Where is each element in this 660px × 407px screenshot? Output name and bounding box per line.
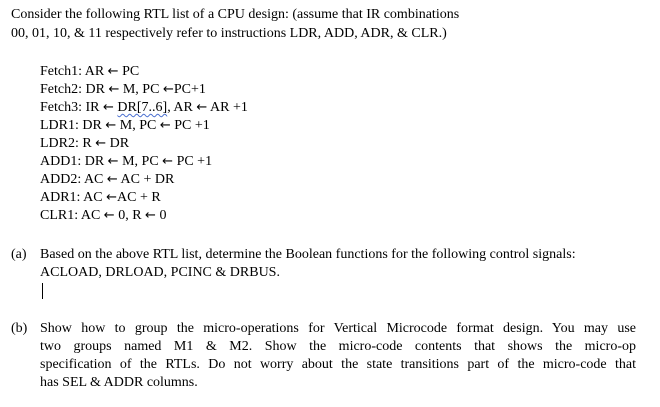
rtl-fetch1: Fetch1: AR ← PC (40, 64, 140, 79)
spellcheck-underline: DR[7..6] (117, 100, 168, 115)
left-arrow-icon: ← (145, 208, 156, 223)
rtl-add1: ADD1: DR ← M, PC ← PC +1 (40, 154, 213, 169)
question-a-line-2: ACLOAD, DRLOAD, PCINC & DRBUS. (40, 265, 280, 280)
left-arrow-icon: ← (162, 154, 174, 169)
question-b-line-1: Show how to group the micro-operations for Vertical Microcode format design. You may use (40, 321, 636, 336)
rtl-ldr2: LDR2: R ← DR (40, 136, 130, 151)
left-arrow-icon: ← (103, 100, 114, 115)
left-arrow-icon: ← (162, 82, 174, 97)
rtl-adr1: ADR1: AC ←AC + R (40, 190, 161, 205)
rtl-fetch3: Fetch3: IR ← DR[7..6], AR ← AR +1 (40, 100, 248, 115)
left-arrow-icon: ← (196, 100, 208, 115)
question-b-line-3: specification of the RTLs. Do not worry about the state transitions part of the micro-code that (40, 357, 636, 372)
left-arrow-icon: ← (95, 136, 107, 151)
left-arrow-icon: ← (107, 154, 119, 169)
rtl-ldr1: LDR1: DR ← M, PC ← PC +1 (40, 118, 210, 133)
rtl-clr1: CLR1: AC ← 0, R ← 0 (40, 208, 167, 223)
left-arrow-icon: ← (106, 172, 118, 187)
rtl-fetch2: Fetch2: DR ← M, PC ←PC+1 (40, 82, 206, 97)
left-arrow-icon: ← (106, 190, 118, 205)
question-b-line-2: two groups named M1 & M2. Show the micro-code contents that shows the micro-op (40, 339, 636, 354)
left-arrow-icon: ← (159, 118, 171, 133)
left-arrow-icon: ← (108, 82, 120, 97)
rtl-add2: ADD2: AC ← AC + DR (40, 172, 175, 187)
question-a-line-1: Based on the above RTL list, determine the Boolean functions for the following control signals: (40, 247, 576, 262)
text-cursor[interactable] (42, 283, 43, 299)
question-b-label: (b) (11, 321, 28, 336)
question-a-label: (a) (11, 247, 27, 262)
left-arrow-icon: ← (107, 64, 119, 79)
intro-line-1: Consider the following RTL list of a CPU design: (assume that IR combinations (11, 7, 460, 22)
intro-line-2: 00, 01, 10, & 11 respectively refer to instructions LDR, ADD, ADR, & CLR.) (11, 26, 447, 41)
question-b-line-4: has SEL & ADDR columns. (40, 375, 198, 390)
left-arrow-icon: ← (105, 118, 117, 133)
left-arrow-icon: ← (103, 208, 115, 223)
